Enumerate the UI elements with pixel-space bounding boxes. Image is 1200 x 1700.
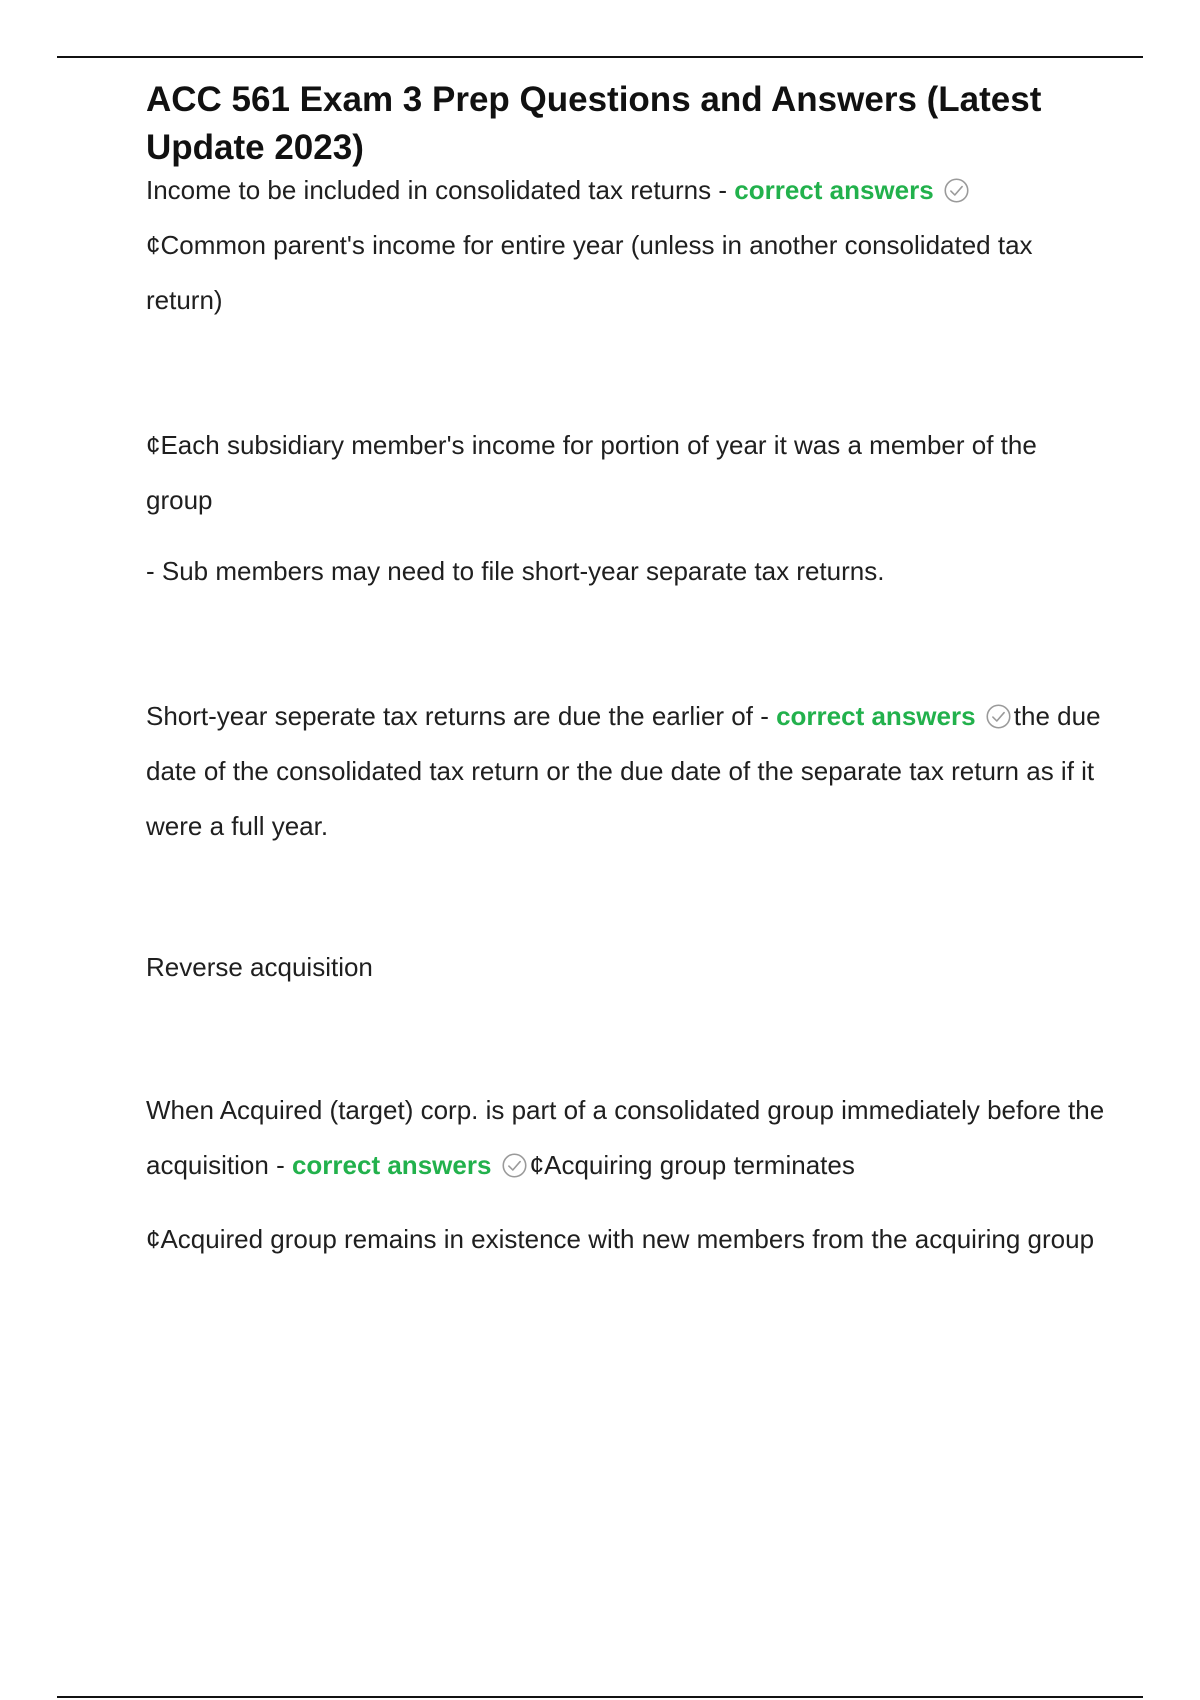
bottom-rule bbox=[57, 1696, 1143, 1698]
qa-1-question: Income to be included in consolidated tax returns - bbox=[146, 175, 735, 205]
qa-3-question: When Acquired (target) corp. is part of a consolidated group immediately before the acquisition - bbox=[146, 1095, 1105, 1180]
qa-2-answer: the due date of the consolidated tax return or the due date of the separate tax return as if it were a full year. bbox=[146, 701, 1101, 841]
qa-2-question: Short-year seperate tax returns are due the earlier of - bbox=[146, 701, 777, 731]
qa-1-answer-label: correct answers bbox=[734, 175, 934, 205]
qa-3-answer-second: ¢Acquired group remains in existence with new members from the acquiring group bbox=[146, 1224, 1095, 1254]
qa-3-answer-first: ¢Acquiring group terminates bbox=[529, 1150, 855, 1180]
page-title: ACC 561 Exam 3 Prep Questions and Answers (Latest Update 2023) bbox=[146, 80, 1042, 167]
qa-3-answer-label: correct answers bbox=[291, 1150, 492, 1180]
check-circle-icon bbox=[501, 1152, 528, 1179]
section-heading-reverse-acquisition: Reverse acquisition bbox=[146, 952, 373, 982]
check-circle-icon bbox=[943, 177, 970, 204]
qa-1-answer-line-2: ¢Each subsidiary member's income for portion of year it was a member of the group bbox=[146, 430, 1037, 515]
top-rule bbox=[57, 56, 1143, 58]
qa-1-answer-line-1: ¢Common parent's income for entire year (unless in another consolidated tax return) bbox=[146, 230, 1033, 315]
qa-1-question-line bbox=[146, 163, 1106, 218]
qa-2-answer-label: correct answers bbox=[776, 701, 976, 731]
check-circle-icon bbox=[985, 703, 1012, 730]
qa-1-answer-line-3: - Sub members may need to file short-year separate tax returns. bbox=[146, 556, 885, 586]
qa-3-block bbox=[146, 1083, 1106, 1193]
qa-2-block bbox=[146, 689, 1106, 854]
